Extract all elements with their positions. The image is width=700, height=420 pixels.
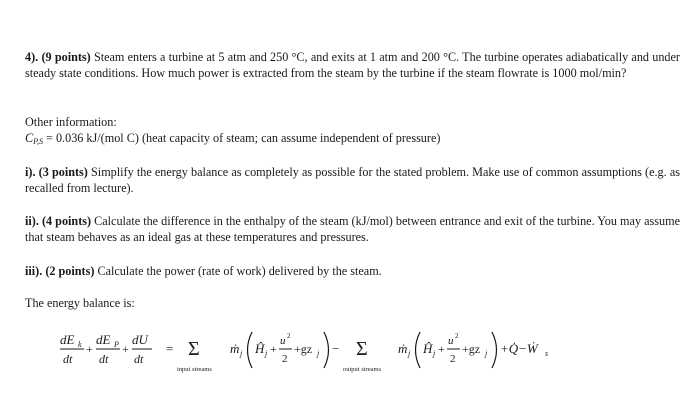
eq-dt-3: dt (134, 352, 144, 366)
part-ii-text: Calculate the difference in the enthalpy of the steam (kJ/mol) between entrance and exit of the turbine. You may assume that steam behaves as an ideal gas at these temperatures and pressures. (25, 214, 680, 244)
eq-plus-4: + (438, 342, 445, 356)
eq-plus-3: + (270, 342, 277, 356)
energy-balance-intro: The energy balance is: (25, 296, 135, 310)
eq-mdot-2: ṁ (398, 341, 408, 356)
cp-subscript: P,S (33, 136, 43, 146)
eq-u-1: u (280, 335, 286, 347)
cp-symbol: C (25, 130, 34, 145)
eq-output-label: output streams (343, 366, 382, 373)
part-iii (25, 264, 680, 280)
eq-paren-open-2 (416, 332, 421, 368)
eq-plus-1: + (86, 342, 93, 356)
eq-j-2: j (265, 349, 268, 358)
eq-q-w: +Q̇−Ẇ (500, 341, 538, 356)
eq-hhat-1: Ĥ (255, 341, 265, 356)
eq-dep-sub: P (114, 340, 119, 349)
eq-sq-1: 2 (287, 332, 291, 340)
part-ii-label: ii). (25, 214, 39, 228)
eq-input-label: input streams (177, 366, 212, 373)
question-text: Steam enters a turbine at 5 atm and 250 °C, and exits at 1 atm and 200 °C. The turbine operates adiabatically and under steady state conditions. How much power is extracted from the steam by the turbine if the steam flowrate is 1000 mol/min? (25, 50, 680, 80)
question-number: 4). (25, 50, 39, 64)
energy-balance-equation (60, 322, 620, 382)
eq-j-5: j (433, 349, 436, 358)
eq-dek-sub: k (78, 340, 82, 349)
eq-mdot-1: ṁ (230, 341, 240, 356)
eq-du: dU (132, 332, 148, 347)
other-info-heading: Other information: (25, 115, 117, 129)
eq-sigma-2: Σ (356, 338, 368, 360)
question-points: (9 points) (41, 50, 91, 64)
part-iii-text: Calculate the power (rate of work) delivered by the steam. (94, 264, 382, 278)
part-ii (25, 214, 680, 245)
cp-value: = 0.036 kJ/(mol C) (heat capacity of steam; can assume independent of pressure) (43, 130, 441, 145)
eq-two-1: 2 (282, 353, 288, 365)
eq-dek: dE (60, 332, 75, 347)
part-i-text: Simplify the energy balance as completely as possible for the stated problem. Make use of common assumptions (e.g. as recalled from lecture). (25, 165, 680, 195)
eq-minus: − (332, 341, 340, 356)
eq-paren-close-1 (324, 332, 329, 368)
eq-j-1: j (240, 349, 243, 358)
eq-u-2: u (448, 335, 454, 347)
other-information (25, 115, 680, 149)
eq-j-3: j (317, 349, 320, 358)
eq-sigma-1: Σ (188, 338, 200, 360)
eq-two-2: 2 (450, 353, 456, 365)
eq-paren-close-2 (492, 332, 497, 368)
eq-j-4: j (408, 349, 411, 358)
eq-hhat-2: Ĥ (423, 341, 433, 356)
eq-dep: dE (96, 332, 111, 347)
eq-sq-2: 2 (455, 332, 459, 340)
eq-paren-open-1 (248, 332, 253, 368)
part-iii-points: (2 points) (45, 264, 95, 278)
heat-capacity-line (25, 131, 680, 150)
part-iii-label: iii). (25, 264, 43, 278)
eq-dt-1: dt (63, 352, 73, 366)
part-i-points: (3 points) (38, 165, 88, 179)
part-i (25, 165, 680, 196)
eq-s-sub: s (545, 349, 549, 358)
eq-gz-2: +gz (462, 342, 481, 356)
eq-dt-2: dt (99, 352, 109, 366)
eq-equals: = (166, 341, 174, 356)
eq-j-6: j (485, 349, 488, 358)
eq-plus-2: + (122, 342, 129, 356)
eq-gz-1: +gz (294, 342, 313, 356)
part-ii-points: (4 points) (41, 214, 92, 228)
equation-svg (60, 322, 620, 382)
question-4 (25, 50, 680, 81)
part-i-label: i). (25, 165, 36, 179)
